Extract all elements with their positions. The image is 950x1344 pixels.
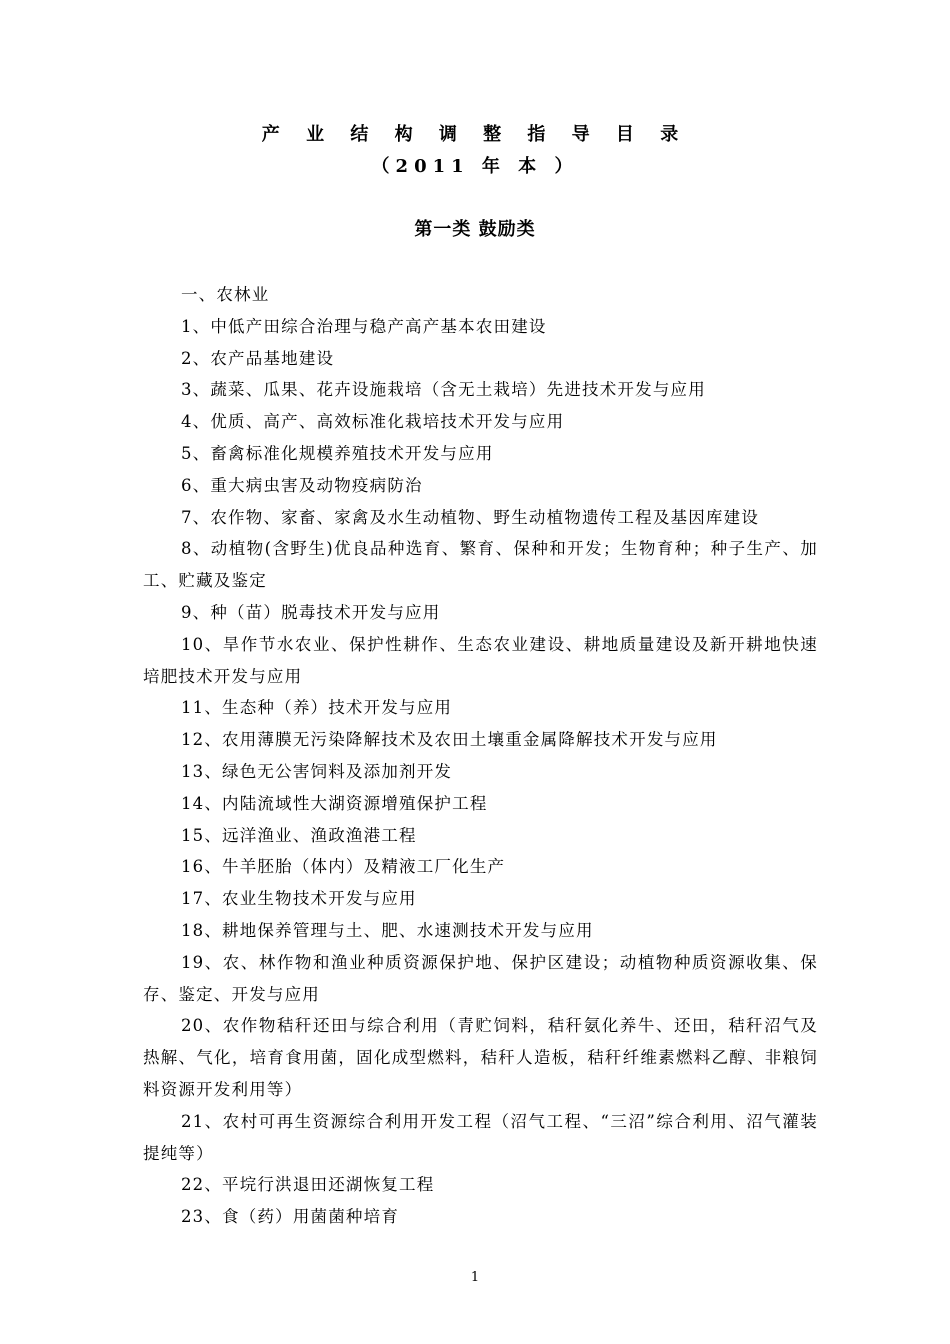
list-item: 20、农作物秸秆还田与综合利用（青贮饲料，秸秆氨化养牛、还田，秸秆沼气及热解、气化，培育食用菌，固化成型燃料，秸秆人造板，秸秆纤维素燃料乙醇、非粮饲料资源开发利用等） [143,1016,818,1099]
list-item: 22、平垸行洪退田还湖恢复工程 [180,1175,435,1195]
list-item: 15、远洋渔业、渔政渔港工程 [180,825,417,845]
document-body [143,279,818,1233]
list-item: 13、绿色无公害饲料及添加剂开发 [180,761,453,781]
list-item: 6、重大病虫害及动物疫病防治 [180,475,423,495]
document-edition: （2011 年 本 ） [371,156,579,177]
list-item: 7、农作物、家畜、家禽及水生动植物、野生动植物遗传工程及基因库建设 [180,507,760,527]
list-item: 18、耕地保养管理与土、肥、水速测技术开发与应用 [180,920,594,940]
category-heading: 第一类 鼓励类 [414,219,536,240]
list-item: 10、旱作节水农业、保护性耕作、生态农业建设、耕地质量建设及新开耕地快速培肥技术开发与应用 [143,634,818,686]
list-item: 16、牛羊胚胎（体内）及精液工厂化生产 [180,857,506,877]
list-item: 23、食（药）用菌菌种培育 [180,1207,400,1227]
list-item: 5、畜禽标准化规模养殖技术开发与应用 [180,443,494,463]
list-item: 21、农村可再生资源综合利用开发工程（沼气工程、“三沼”综合利用、沼气灌装提纯等） [143,1111,818,1163]
document-title: 产 业 结 构 调 整 指 导 目 录 [261,124,689,145]
list-item: 3、蔬菜、瓜果、花卉设施栽培（含无土栽培）先进技术开发与应用 [180,380,706,400]
list-item: 1、中低产田综合治理与稳产高产基本农田建设 [180,316,547,336]
page-number: 1 [470,1270,480,1285]
section-heading: 一、农林业 [180,285,270,304]
list-item: 8、动植物(含野生)优良品种选育、繁育、保种和开发；生物育种；种子生产、加工、贮藏及鉴定 [143,539,818,591]
list-item: 2、农产品基地建设 [180,348,335,368]
list-item: 14、内陆流域性大湖资源增殖保护工程 [180,793,488,813]
list-item: 4、优质、高产、高效标准化栽培技术开发与应用 [180,412,565,432]
list-item: 12、农用薄膜无污染降解技术及农田土壤重金属降解技术开发与应用 [180,730,718,750]
list-item: 11、生态种（养）技术开发与应用 [180,698,453,718]
list-item: 9、种（苗）脱毒技术开发与应用 [180,602,441,622]
list-item: 19、农、林作物和渔业种质资源保护地、保护区建设；动植物种质资源收集、保存、鉴定、开发与应用 [143,952,818,1004]
list-item: 17、农业生物技术开发与应用 [180,889,417,909]
